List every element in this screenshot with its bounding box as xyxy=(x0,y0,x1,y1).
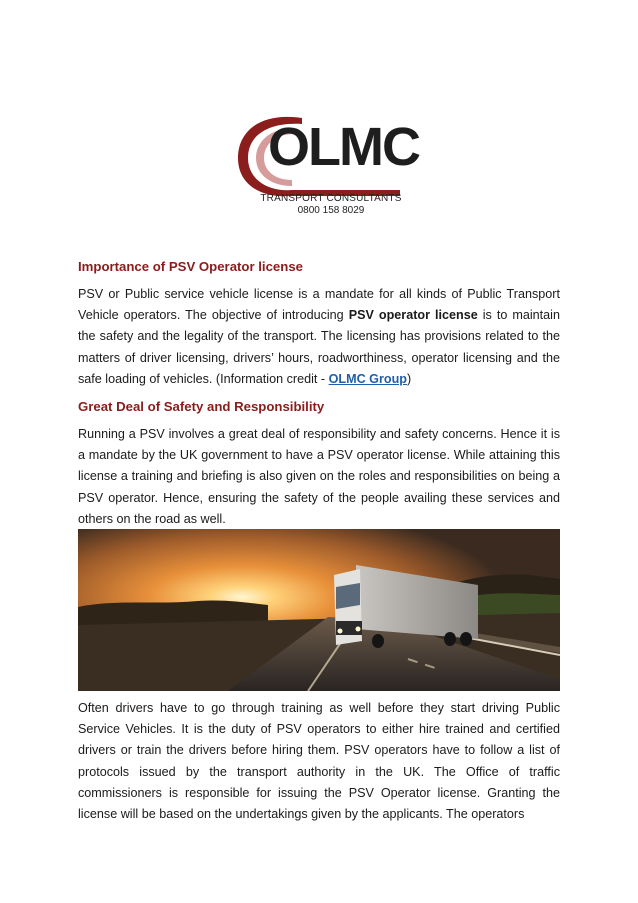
logo-wordmark: OLMC xyxy=(268,117,419,177)
paragraph-text-part-a: PSV or Public service vehicle license is a mandate for all kinds of Public Transport Vehicle operators. The objective of introducing xyxy=(78,287,560,323)
truck-photo-illustration xyxy=(78,529,560,691)
paragraph-text-part-c: ) xyxy=(406,371,412,386)
logo-phone: 0800 158 8029 xyxy=(297,205,365,216)
section-heading-safety: Great Deal of Safety and Responsibility xyxy=(78,399,325,415)
section-heading-importance: Importance of PSV Operator license xyxy=(78,259,303,274)
olmc-logo xyxy=(232,112,419,222)
section-paragraph-safety: Running a PSV involves a great deal of responsibility and safety concerns. Hence it is a mandate by the UK government to have a PSV operator license. While attaining this license a training and briefing is also given on the roles and responsibilities on being a PSV operator. Hence, ensuring the safety of the people availing these services and others on the road as well. xyxy=(78,427,560,526)
olmc-group-link[interactable]: OLMC Group xyxy=(328,371,407,386)
bold-term: PSV operator license xyxy=(348,308,478,323)
section-paragraph-importance xyxy=(78,284,560,390)
truck-sunset-photo xyxy=(78,529,560,691)
section-paragraph-training: Often drivers have to go through training as well before they start driving Public Service Vehicles. It is the duty of PSV operators to either hire trained and certified drivers or train the drivers before hiring them. PSV operators have to follow a list of protocols issued by the transport authority in the UK. The Office of traffic commissioners is responsible for issuing the PSV Operator license. Granting the license will be based on the undertakings given by the applicants. The operators xyxy=(78,701,560,822)
article-body-continued xyxy=(78,698,560,831)
logo-subtitle: TRANSPORT CONSULTANTS xyxy=(260,193,402,204)
paragraph-text-part-b: is to maintain the safety and the legality of the transport. The licensing has provisions related to the matters of driver licensing, drivers’ hours, roadworthiness, operator licensing and the safe loading of vehicles. (Information credit - xyxy=(78,308,560,386)
article-body xyxy=(78,256,560,536)
